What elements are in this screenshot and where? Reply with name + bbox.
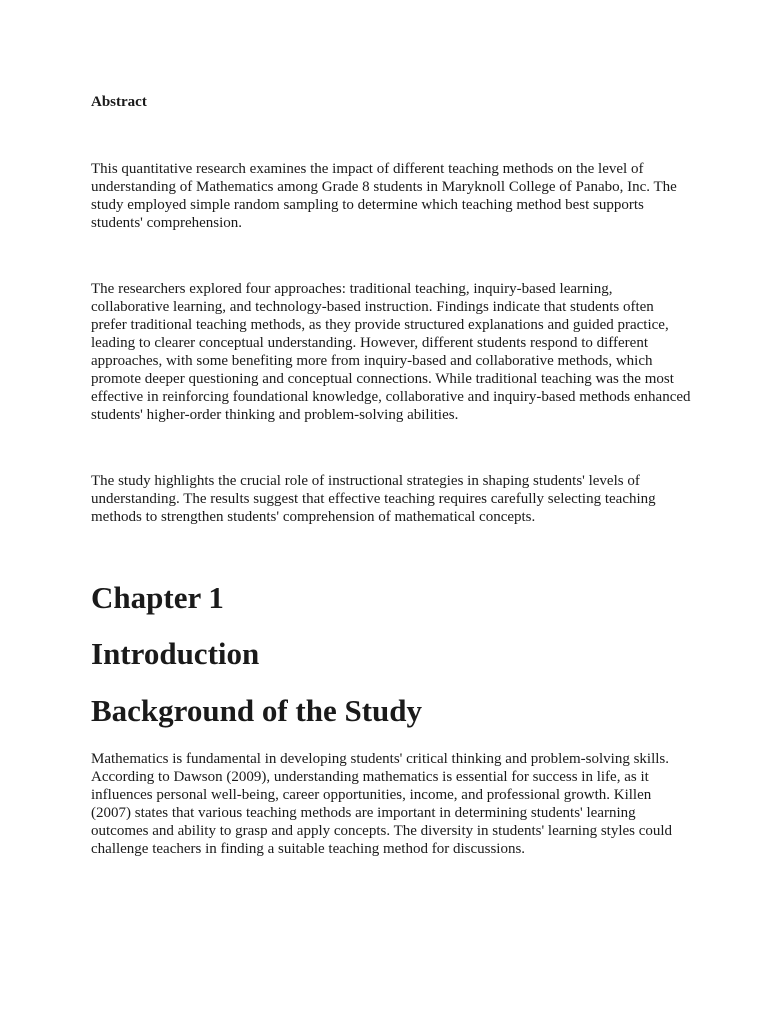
abstract-heading: Abstract — [91, 94, 147, 110]
abstract-paragraph-1: This quantitative research examines the impact of different teaching methods on the level of understanding of Mathematics among Grade 8 students in Maryknoll College of Panabo, Inc. The study employed simple random sampling to determine which teaching method best supports students' comprehension. — [91, 161, 677, 231]
abstract-paragraph-3: The study highlights the crucial role of instructional strategies in shaping students' levels of understanding. The results suggest that effective teaching requires carefully selecting teaching methods to strengthen students' comprehension of mathematical concepts. — [91, 473, 656, 525]
introduction-heading: Introduction — [91, 636, 260, 671]
abstract-paragraph-2: The researchers explored four approaches: traditional teaching, inquiry-based learning, collaborative learning, and technology-based instruction. Findings indicate that students often prefer traditional teaching methods, as they provide structured explanations and guided practice, leading to clearer conceptual understanding. However, different students respond to different approaches, with some benefiting more from inquiry-based and collaborative methods, which promote deeper questioning and conceptual connections. While traditional teaching was the most effective in reinforcing foundational knowledge, collaborative and inquiry-based methods enhanced students' higher-order thinking and problem-solving abilities. — [91, 281, 691, 423]
background-heading: Background of the Study — [91, 693, 423, 728]
background-paragraph-1: Mathematics is fundamental in developing students' critical thinking and problem-solving skills. According to Dawson (2009), understanding mathematics is essential for success in life, as it influences personal well-being, career opportunities, income, and professional growth. Killen (2007) states that various teaching methods are important in determining students' learning outcomes and ability to grasp and apply concepts. The diversity in students' learning styles could challenge teachers in finding a suitable teaching method for discussions. — [91, 751, 673, 857]
chapter-heading: Chapter 1 — [91, 580, 224, 615]
